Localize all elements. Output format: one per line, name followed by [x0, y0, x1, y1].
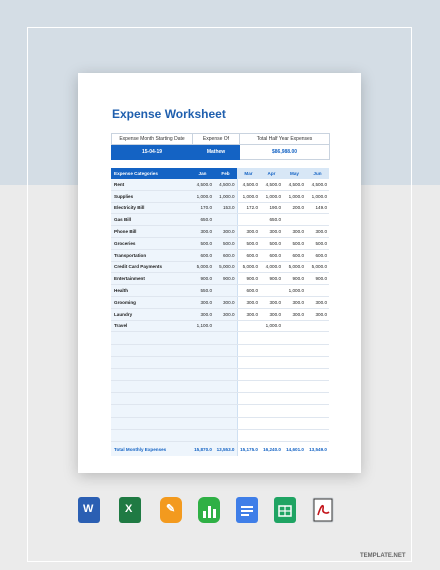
- value-cell: 600.0: [214, 249, 237, 261]
- value-cell: 650.0: [260, 214, 283, 226]
- value-cell: 300.0: [237, 226, 260, 238]
- value-cell: 900.0: [191, 273, 214, 285]
- table-row: [111, 296, 329, 308]
- value-cell: 500.0: [214, 237, 237, 249]
- value-cell: 4,500.0: [214, 179, 237, 190]
- table-row: [111, 429, 329, 441]
- table-row: [111, 368, 329, 380]
- value-cell: [214, 356, 237, 368]
- table-row: [111, 285, 329, 297]
- category-cell: [111, 429, 191, 441]
- total-cell: 14,601.0: [286, 446, 304, 452]
- total-cell: 16,240.0: [263, 446, 281, 452]
- table-row: [111, 249, 329, 261]
- value-cell: [306, 320, 329, 332]
- value-cell: [283, 405, 306, 417]
- value-cell: [237, 393, 260, 405]
- value-cell: [191, 368, 214, 380]
- category-cell: Laundry: [111, 308, 191, 320]
- column-header: Jan: [191, 168, 214, 179]
- value-cell: 1,000.0: [214, 190, 237, 202]
- value-cell: [191, 381, 214, 393]
- value-cell: 5,000.0: [306, 261, 329, 273]
- value-cell: 1,000.0: [260, 190, 283, 202]
- value-cell: [214, 405, 237, 417]
- value-cell: 300.0: [283, 296, 306, 308]
- google-docs-icon[interactable]: [236, 497, 258, 523]
- value-cell: [283, 393, 306, 405]
- value-cell: [260, 356, 283, 368]
- category-cell: Health: [111, 285, 191, 297]
- value-cell: 500.0: [191, 237, 214, 249]
- value-cell: [306, 393, 329, 405]
- value-cell: 170.0: [191, 202, 214, 214]
- value-cell: [306, 344, 329, 356]
- value-cell: [306, 332, 329, 344]
- category-cell: [111, 417, 191, 429]
- value-cell: 300.0: [214, 296, 237, 308]
- value-cell: [191, 429, 214, 441]
- category-cell: Rent: [111, 179, 191, 190]
- value-cell: 300.0: [214, 308, 237, 320]
- category-cell: [111, 393, 191, 405]
- value-cell: 300.0: [191, 296, 214, 308]
- value-cell: 190.0: [260, 202, 283, 214]
- value-cell: 300.0: [260, 226, 283, 238]
- value-cell: 300.0: [283, 308, 306, 320]
- value-cell: 1,000.0: [283, 190, 306, 202]
- value-cell: 5,000.0: [237, 261, 260, 273]
- total-half-year-value: $86,988.00: [240, 145, 330, 160]
- column-header: Expense Categories: [111, 168, 191, 179]
- value-cell: 300.0: [306, 226, 329, 238]
- value-cell: 5,000.0: [214, 261, 237, 273]
- column-header: Apr: [260, 168, 283, 179]
- value-cell: [214, 429, 237, 441]
- value-cell: [283, 368, 306, 380]
- column-header: Mar: [237, 168, 260, 179]
- value-cell: 172.0: [237, 202, 260, 214]
- category-cell: Electricity Bill: [111, 202, 191, 214]
- table-row: [111, 320, 329, 332]
- value-cell: 600.0: [283, 249, 306, 261]
- value-cell: 4,500.0: [237, 179, 260, 190]
- column-header: Jun: [306, 168, 329, 179]
- value-cell: 900.0: [260, 273, 283, 285]
- value-cell: [214, 381, 237, 393]
- value-cell: 900.0: [306, 273, 329, 285]
- format-icons: [78, 497, 361, 523]
- value-cell: [214, 417, 237, 429]
- value-cell: 600.0: [260, 249, 283, 261]
- table-row: [111, 405, 329, 417]
- value-cell: [283, 417, 306, 429]
- value-cell: 900.0: [214, 273, 237, 285]
- value-cell: [306, 405, 329, 417]
- value-cell: 300.0: [260, 308, 283, 320]
- value-cell: 4,500.0: [283, 179, 306, 190]
- value-cell: 300.0: [306, 308, 329, 320]
- value-cell: [306, 381, 329, 393]
- summary-header: Expense Month Starting Date: [112, 134, 193, 145]
- value-cell: 1,000.0: [306, 190, 329, 202]
- value-cell: [260, 381, 283, 393]
- pages-icon[interactable]: ✎: [160, 497, 182, 523]
- table-row: [111, 273, 329, 285]
- category-cell: Grooming: [111, 296, 191, 308]
- category-cell: [111, 405, 191, 417]
- category-cell: [111, 344, 191, 356]
- category-cell: Transportation: [111, 249, 191, 261]
- value-cell: 600.0: [191, 249, 214, 261]
- value-cell: [214, 393, 237, 405]
- value-cell: 300.0: [306, 296, 329, 308]
- category-cell: Supplies: [111, 190, 191, 202]
- value-cell: [260, 429, 283, 441]
- table-row: [111, 261, 329, 273]
- category-cell: [111, 368, 191, 380]
- expense-of-value: Mathew: [193, 145, 240, 160]
- value-cell: 500.0: [260, 237, 283, 249]
- value-cell: 300.0: [283, 226, 306, 238]
- value-cell: 153.0: [214, 202, 237, 214]
- value-cell: 550.0: [191, 285, 214, 297]
- expense-table: [111, 168, 329, 456]
- table-row: [111, 356, 329, 368]
- value-cell: 149.0: [306, 202, 329, 214]
- value-cell: [191, 332, 214, 344]
- value-cell: [306, 214, 329, 226]
- numbers-icon[interactable]: [198, 497, 220, 523]
- value-cell: [237, 344, 260, 356]
- table-row: [111, 344, 329, 356]
- value-cell: [260, 368, 283, 380]
- value-cell: [237, 417, 260, 429]
- table-row: [111, 179, 329, 190]
- value-cell: [306, 429, 329, 441]
- table-row: [111, 308, 329, 320]
- value-cell: [214, 214, 237, 226]
- category-cell: Credit Card Payments: [111, 261, 191, 273]
- table-row: [111, 214, 329, 226]
- value-cell: [237, 429, 260, 441]
- value-cell: [306, 417, 329, 429]
- total-cell: 15,175.0: [237, 442, 260, 457]
- value-cell: 5,000.0: [191, 261, 214, 273]
- value-cell: [214, 368, 237, 380]
- category-cell: [111, 332, 191, 344]
- table-row: [111, 332, 329, 344]
- value-cell: [237, 381, 260, 393]
- value-cell: [283, 429, 306, 441]
- value-cell: [260, 405, 283, 417]
- value-cell: [214, 285, 237, 297]
- value-cell: [260, 393, 283, 405]
- value-cell: [260, 332, 283, 344]
- category-cell: Phone Bill: [111, 226, 191, 238]
- value-cell: [191, 417, 214, 429]
- category-cell: Entertainment: [111, 273, 191, 285]
- watermark: TEMPLATE.NET: [360, 553, 406, 559]
- value-cell: 900.0: [283, 273, 306, 285]
- value-cell: 1,000.0: [237, 190, 260, 202]
- category-cell: [111, 356, 191, 368]
- category-cell: Gas Bill: [111, 214, 191, 226]
- value-cell: [260, 417, 283, 429]
- value-cell: [237, 356, 260, 368]
- start-date-value: 15-04-19: [112, 145, 193, 160]
- column-header: Feb: [214, 168, 237, 179]
- value-cell: 1,100.0: [191, 320, 214, 332]
- total-row: [111, 442, 329, 457]
- value-cell: [237, 405, 260, 417]
- value-cell: [283, 320, 306, 332]
- value-cell: [214, 332, 237, 344]
- table-row: [111, 226, 329, 238]
- value-cell: [191, 344, 214, 356]
- value-cell: 300.0: [237, 296, 260, 308]
- value-cell: [260, 344, 283, 356]
- value-cell: 4,000.0: [260, 261, 283, 273]
- summary-header: Total Half Year Expenses: [240, 134, 330, 145]
- value-cell: 200.0: [283, 202, 306, 214]
- total-cell: 15,870.0: [191, 442, 214, 457]
- value-cell: 4,500.0: [260, 179, 283, 190]
- table-row: [111, 381, 329, 393]
- total-label: Total Monthly Expenses: [111, 442, 191, 457]
- value-cell: [306, 368, 329, 380]
- value-cell: 600.0: [237, 249, 260, 261]
- value-cell: 300.0: [191, 226, 214, 238]
- value-cell: 600.0: [306, 249, 329, 261]
- table-row: [111, 190, 329, 202]
- value-cell: 900.0: [237, 273, 260, 285]
- value-cell: 300.0: [260, 296, 283, 308]
- value-cell: [237, 332, 260, 344]
- value-cell: [260, 285, 283, 297]
- table-row: [111, 237, 329, 249]
- summary-table: [111, 133, 330, 160]
- table-header-row: [111, 168, 329, 179]
- table-row: [111, 202, 329, 214]
- value-cell: [237, 320, 260, 332]
- value-cell: 5,000.0: [283, 261, 306, 273]
- value-cell: [283, 214, 306, 226]
- value-cell: 500.0: [237, 237, 260, 249]
- value-cell: 1,000.0: [283, 285, 306, 297]
- excel-icon[interactable]: X: [119, 497, 141, 523]
- total-cell: 13,553.0: [214, 442, 237, 457]
- value-cell: [306, 285, 329, 297]
- value-cell: [191, 393, 214, 405]
- value-cell: 650.0: [191, 214, 214, 226]
- value-cell: 500.0: [306, 237, 329, 249]
- summary-header: Expense Of: [193, 134, 240, 145]
- value-cell: 300.0: [191, 308, 214, 320]
- pdf-icon[interactable]: [312, 497, 334, 523]
- value-cell: [214, 344, 237, 356]
- value-cell: [283, 332, 306, 344]
- value-cell: [191, 405, 214, 417]
- table-row: [111, 417, 329, 429]
- column-header: May: [283, 168, 306, 179]
- value-cell: [306, 356, 329, 368]
- category-cell: Travel: [111, 320, 191, 332]
- google-sheets-icon[interactable]: [274, 497, 296, 523]
- value-cell: 300.0: [237, 308, 260, 320]
- value-cell: 600.0: [237, 285, 260, 297]
- value-cell: [283, 344, 306, 356]
- value-cell: 4,500.0: [191, 179, 214, 190]
- value-cell: 1,000.0: [191, 190, 214, 202]
- value-cell: 4,500.0: [306, 179, 329, 190]
- total-cell: 13,549.0: [309, 446, 327, 452]
- category-cell: Groceries: [111, 237, 191, 249]
- category-cell: [111, 381, 191, 393]
- table-row: [111, 393, 329, 405]
- value-cell: 1,000.0: [260, 320, 283, 332]
- value-cell: [237, 368, 260, 380]
- value-cell: [283, 381, 306, 393]
- value-cell: [283, 356, 306, 368]
- value-cell: 500.0: [283, 237, 306, 249]
- value-cell: [191, 356, 214, 368]
- value-cell: [237, 214, 260, 226]
- value-cell: 300.0: [214, 226, 237, 238]
- value-cell: [214, 320, 237, 332]
- page-title: Expense Worksheet: [112, 107, 226, 121]
- word-icon[interactable]: W: [78, 497, 100, 523]
